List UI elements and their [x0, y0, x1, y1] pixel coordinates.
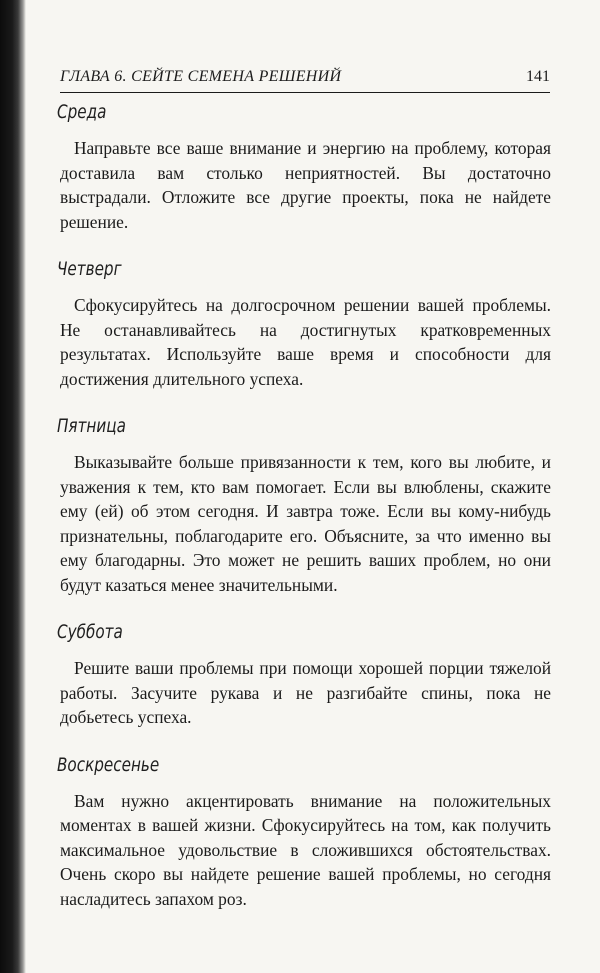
section-thursday	[57, 257, 551, 391]
section-sunday	[57, 753, 551, 912]
section-friday	[57, 414, 551, 597]
day-paragraph: Выказывайте больше привязанности к тем, кого вы любите, и уважения к тем, кто вам помогает. Если вы влюблены, скажите ему (ей) об этом сегодня. И завтра тоже. Если вы кому-нибудь признательны, поблагодарите его. Объясните, за что именно вы ему благодарны. Это может не решить ваших проблем, но они будут казаться менее значительными.	[60, 452, 551, 595]
day-heading: Четверг	[57, 258, 122, 280]
day-heading: Суббота	[57, 621, 123, 643]
page-content	[57, 100, 551, 934]
day-heading: Среда	[57, 101, 107, 123]
section-saturday	[57, 620, 551, 730]
page-number: 141	[526, 68, 550, 85]
day-heading: Воскресенье	[57, 753, 160, 776]
page-spine-shadow	[0, 0, 26, 973]
page-header	[60, 66, 550, 93]
section-wednesday	[57, 100, 551, 234]
day-paragraph: Сфокусируйтесь на долгосрочном решении вашей проблемы. Не останавливайтесь на достигнутых кратковременных результатах. Используйте ваше время и способности для достижения длительного успеха.	[60, 295, 551, 389]
day-paragraph: Решите ваши проблемы при помощи хорошей порции тяжелой работы. Засучите рукава и не разгибайте спины, пока не добьетесь успеха.	[60, 658, 551, 727]
day-paragraph: Вам нужно акцентировать внимание на положительных моментах в вашей жизни. Сфокусируйтесь на том, как получить максимальное удовольствие в сложившихся обстоятельствах. Очень скоро вы найдете решение вашей проблемы, но сегодня насладитесь запахом роз.	[60, 790, 551, 909]
day-heading: Пятница	[57, 415, 126, 437]
running-head: ГЛАВА 6. СЕЙТЕ СЕМЕНА РЕШЕНИЙ	[60, 68, 342, 85]
day-paragraph: Направьте все ваше внимание и энергию на проблему, которая доставила вам столько неприятностей. Вы достаточно выстрадали. Отложите все другие проекты, пока не найдете решение.	[60, 138, 551, 232]
